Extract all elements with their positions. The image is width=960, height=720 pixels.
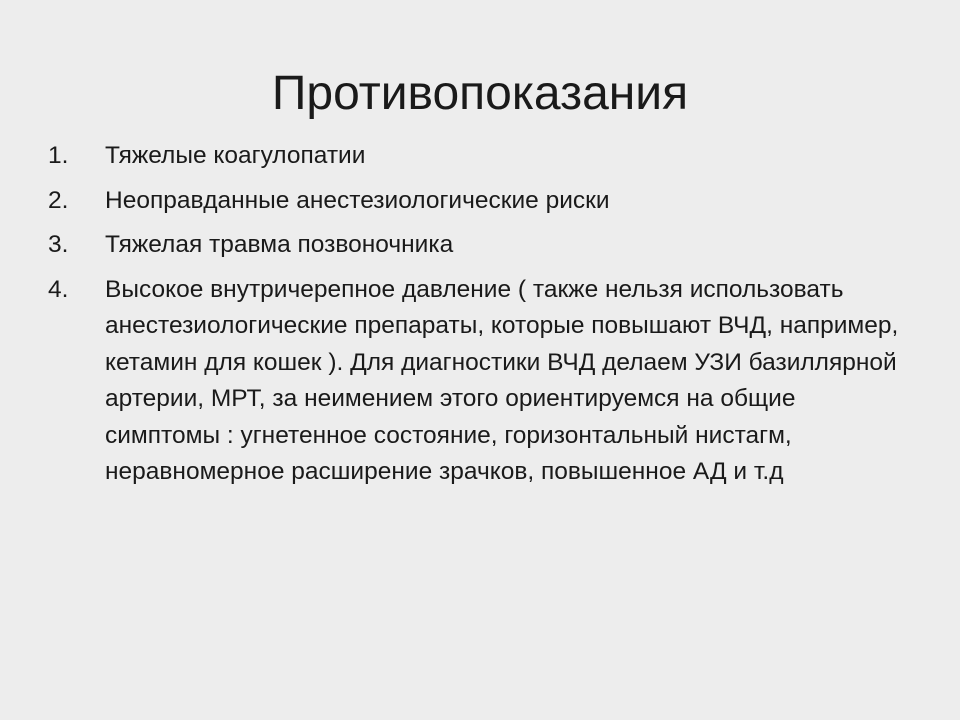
list-item-text: Высокое внутричерепное давление ( также нельзя использовать анестезиологические препараты, которые повышают ВЧД, например, кетамин для кошек ). Для диагностики ВЧД делаем УЗИ базиллярной артерии, МРТ, за неимением этого ориентируемся на общие симптомы : угнетенное состояние, горизонтальный нистагм, неравномерное расширение зрачков, повышенное АД и т.д — [105, 275, 899, 485]
slide-title: Противопоказания — [271, 67, 689, 120]
list-item-number: 1. — [48, 142, 69, 169]
list-item — [48, 138, 908, 175]
list-item-text: Тяжелые коагулопатии — [105, 142, 366, 169]
list-item — [48, 227, 908, 264]
list-item-number: 4. — [48, 275, 69, 303]
contraindications-list — [48, 138, 908, 499]
list-item-text: Тяжелая травма позвоночника — [105, 231, 454, 258]
list-item — [48, 183, 908, 220]
list-item-number: 3. — [48, 231, 69, 258]
list-item-number: 2. — [48, 186, 69, 214]
list-item-text: Неоправданные анестезиологические риски — [105, 186, 610, 214]
list-item — [48, 272, 908, 491]
